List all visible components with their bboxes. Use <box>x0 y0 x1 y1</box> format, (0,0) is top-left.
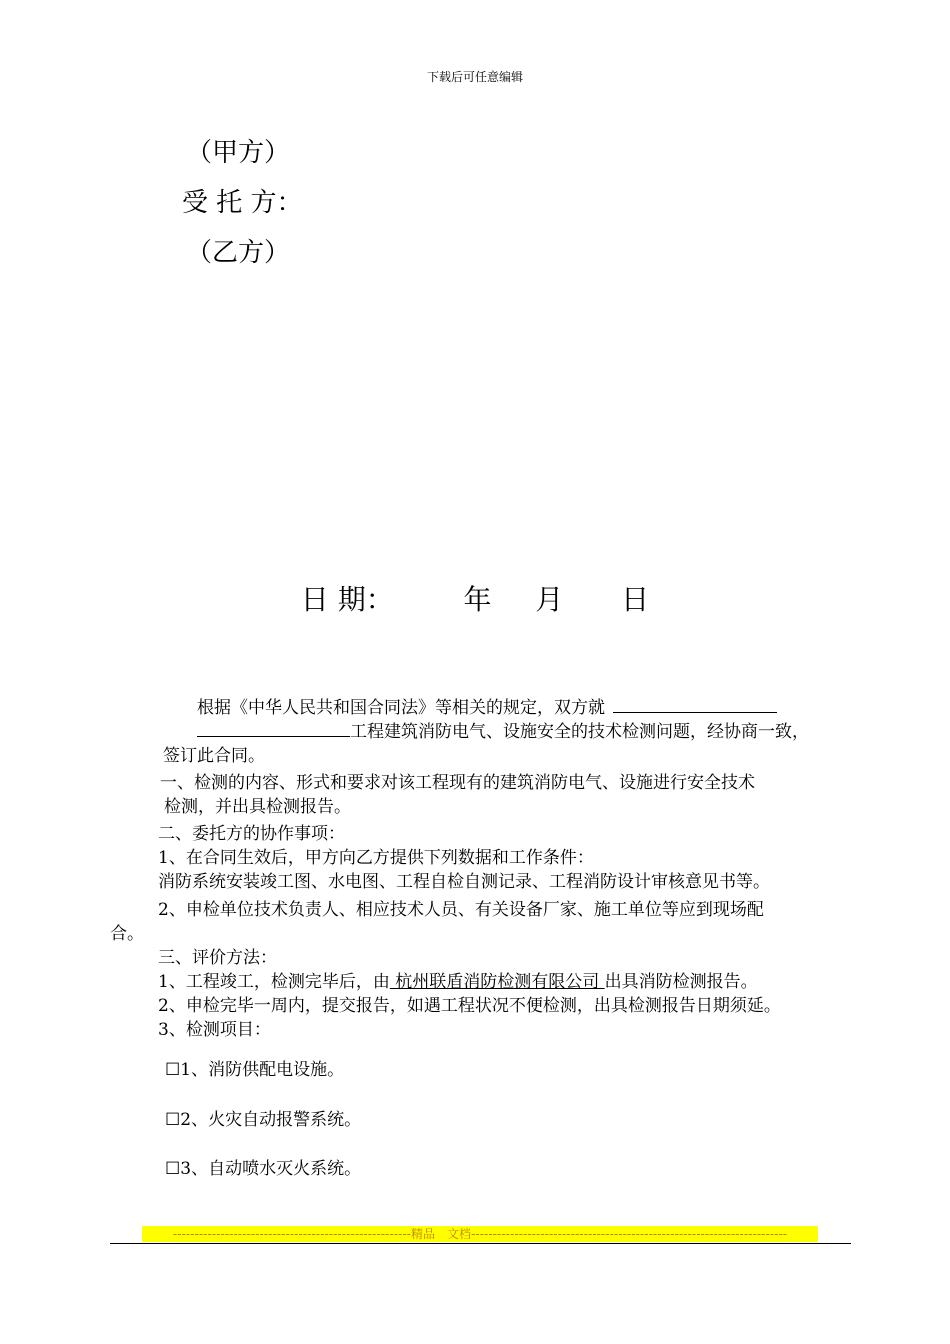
project-name-blank-2 <box>197 720 350 737</box>
section-1-line1: 一、检测的内容、形式和要求对该工程现有的建筑消防电气、设施进行安全技术 <box>160 773 755 793</box>
paragraph-intro-line1 <box>197 696 777 720</box>
section-3-item-3: 3、检测项目： <box>158 1020 271 1040</box>
footer-dashes-right: ------------------------------------------------------------------------- <box>471 1227 788 1241</box>
check-item-3-label: 3、自动喷水灭火系统。 <box>180 1159 362 1179</box>
section-2-heading: 二、委托方的协作事项： <box>158 824 345 844</box>
intro-text-2: 工程建筑消防电气、设施安全的技术检测问题，经协商一致， <box>350 722 809 742</box>
section-3-heading: 三、评价方法： <box>158 948 277 968</box>
section-3-item-1-text-end: 出具消防检测报告。 <box>604 972 758 992</box>
check-item-2-label: 2、火灾自动报警系统。 <box>180 1110 362 1130</box>
date-day: 日 <box>621 583 650 616</box>
check-item-3[interactable] <box>165 1157 361 1181</box>
section-2-item-1-detail: 消防系统安装竣工图、水电图、工程自检自测记录、工程消防设计审核意见书等。 <box>158 872 770 892</box>
date-line <box>0 578 950 618</box>
check-item-2[interactable] <box>165 1108 361 1132</box>
check-item-1[interactable] <box>165 1058 344 1082</box>
section-2-item-2-line2: 合。 <box>110 924 144 944</box>
date-year: 年 <box>463 583 492 616</box>
footer-dashes-left: ------------------------------------------------------- <box>172 1227 412 1241</box>
intro-text: 根据《中华人民共和国合同法》等相关的规定，双方就 <box>197 698 605 718</box>
entrusted-party-label: 受 托 方： <box>182 188 303 218</box>
checkbox-icon[interactable]: ☐ <box>165 1060 181 1080</box>
footer-rule <box>110 1243 851 1244</box>
paragraph-intro-line2 <box>197 720 809 744</box>
paragraph-intro-line3: 签订此合同。 <box>163 746 265 766</box>
section-2-item-1: 1、在合同生效后，甲方向乙方提供下列数据和工作条件： <box>158 848 594 868</box>
check-item-1-label: 1、消防供配电设施。 <box>180 1060 345 1080</box>
section-3-item-1-text: 1、工程竣工，检测完毕后，由 <box>158 972 390 992</box>
footer-band <box>142 1226 818 1242</box>
date-month: 月 <box>535 583 564 616</box>
header-note: 下载后可任意编辑 <box>426 70 523 84</box>
project-name-blank-1 <box>613 696 777 713</box>
party-a-label: （甲方） <box>186 138 291 168</box>
checkbox-icon[interactable]: ☐ <box>165 1110 181 1130</box>
company-name: 杭州联盾消防检测有限公司 <box>389 972 605 992</box>
date-label: 日 期： <box>300 583 394 616</box>
section-2-item-2-line1: 2、申检单位技术负责人、相应技术人员、有关设备厂家、施工单位等应到现场配 <box>158 900 764 920</box>
checkbox-icon[interactable]: ☐ <box>165 1159 181 1179</box>
section-3-item-1 <box>158 970 758 994</box>
footer-text: 精品 文档 <box>411 1227 472 1241</box>
section-3-item-2: 2、申检完毕一周内，提交报告，如遇工程状况不便检测，出具检测报告日期须延。 <box>158 996 781 1016</box>
party-b-label: （乙方） <box>186 238 291 268</box>
section-1-line2: 检测，并出具检测报告。 <box>164 797 351 817</box>
